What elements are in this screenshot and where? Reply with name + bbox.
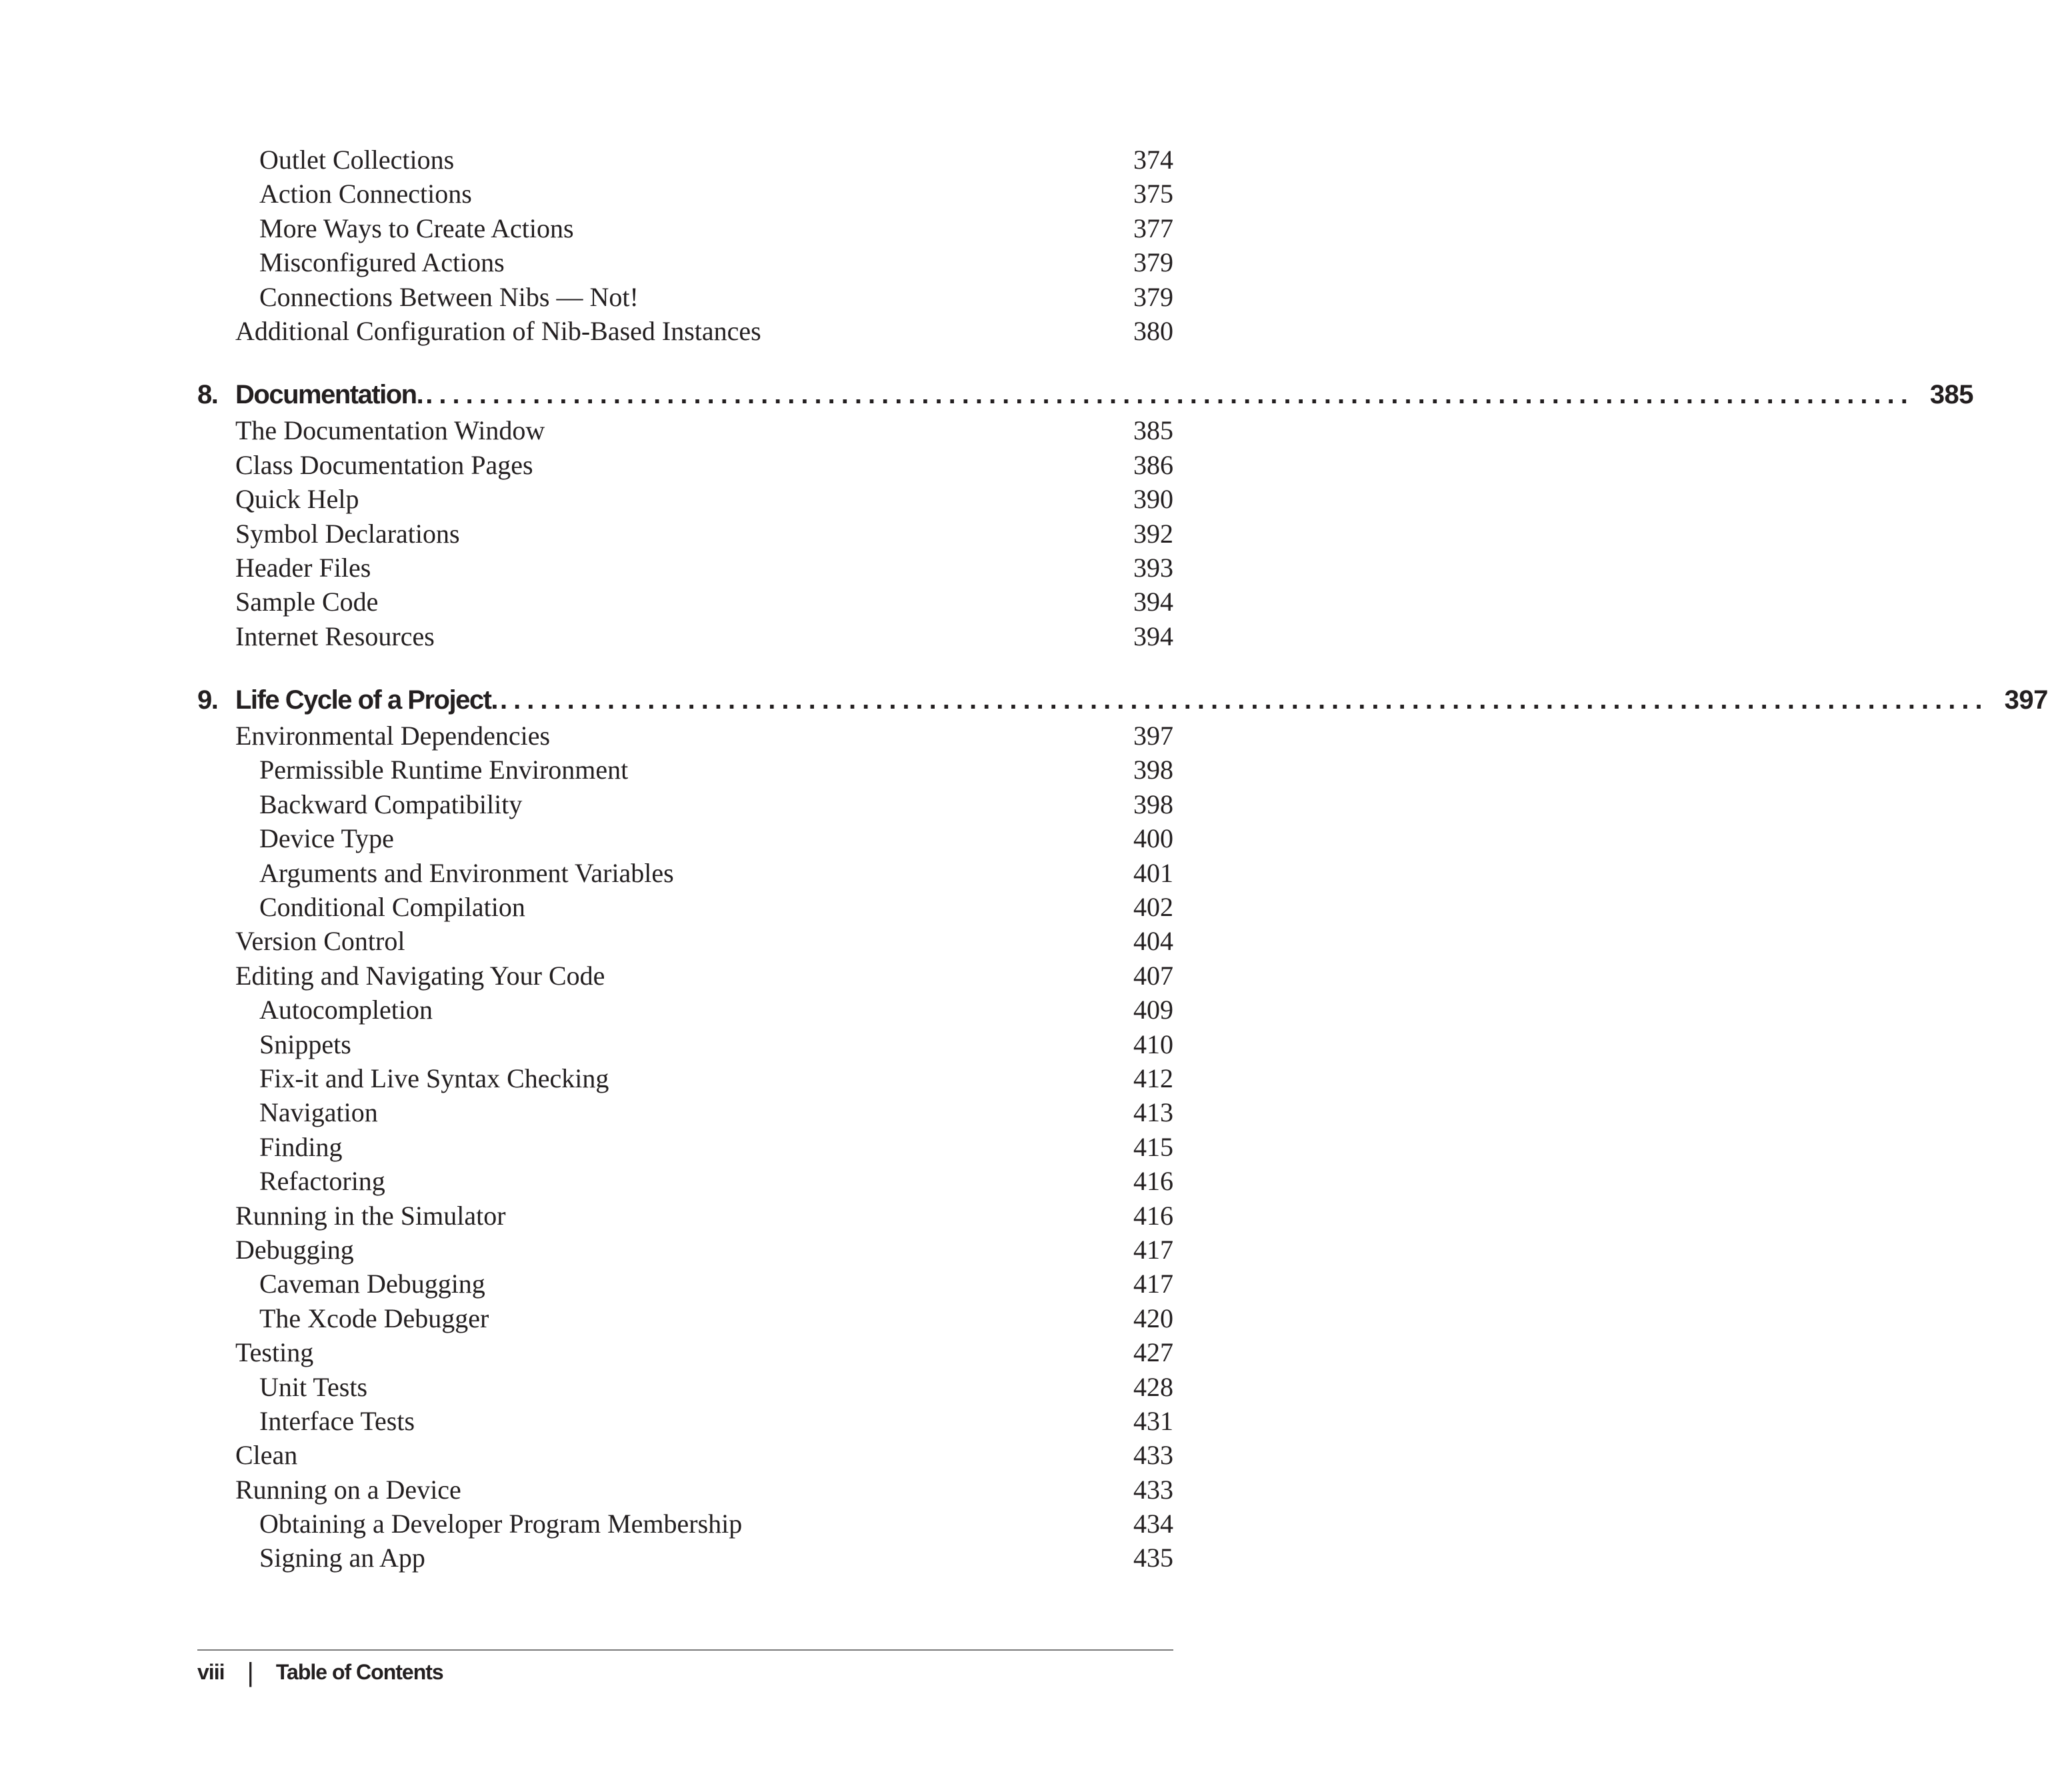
entry-title: Editing and Navigating Your Code xyxy=(235,960,605,991)
entry-page: 394 xyxy=(1133,621,1173,651)
chapter-heading[interactable] xyxy=(197,376,1974,413)
entry-title: Clean xyxy=(235,1440,298,1471)
entry-page: 433 xyxy=(1133,1474,1173,1505)
entry-page: 409 xyxy=(1133,995,1173,1025)
entry-page: 404 xyxy=(1133,926,1173,957)
entry-page: 413 xyxy=(1133,1097,1173,1128)
toc-entry[interactable] xyxy=(197,890,1173,924)
entry-title: Interface Tests xyxy=(259,1405,415,1436)
chapter-8-section xyxy=(197,376,1974,653)
toc-entry[interactable] xyxy=(197,959,1173,993)
toc-entry[interactable] xyxy=(197,448,1173,482)
entry-title: Signing an App xyxy=(259,1543,425,1573)
toc-entry[interactable] xyxy=(197,753,1173,787)
entry-page: 412 xyxy=(1133,1063,1173,1093)
entry-page: 428 xyxy=(1133,1371,1173,1402)
entry-page: 420 xyxy=(1133,1303,1173,1333)
toc-entry[interactable] xyxy=(197,314,1173,348)
entry-page: 379 xyxy=(1133,281,1173,312)
chapter-heading[interactable] xyxy=(197,681,2048,719)
entry-title: Fix-it and Live Syntax Checking xyxy=(259,1063,609,1093)
entry-title: Conditional Compilation xyxy=(259,892,525,923)
entry-page: 401 xyxy=(1133,857,1173,888)
entry-title: The Documentation Window xyxy=(235,415,545,446)
toc-entry[interactable] xyxy=(197,821,1173,855)
entry-page: 390 xyxy=(1133,484,1173,515)
entry-title: Class Documentation Pages xyxy=(235,449,533,480)
toc-entry[interactable] xyxy=(197,1438,1173,1472)
entry-title: Arguments and Environment Variables xyxy=(259,857,674,888)
entry-page: 435 xyxy=(1133,1543,1173,1573)
entry-title: Finding xyxy=(259,1131,343,1162)
toc-entry[interactable] xyxy=(197,1233,1173,1267)
entry-page: 397 xyxy=(1133,721,1173,751)
toc-entry[interactable] xyxy=(197,1301,1173,1335)
chapter-page: 385 xyxy=(1929,380,1974,410)
entry-title: Quick Help xyxy=(235,484,359,515)
toc-entry[interactable] xyxy=(197,924,1173,958)
entry-title: Testing xyxy=(235,1337,314,1368)
entry-page: 400 xyxy=(1133,823,1173,854)
entry-title: Sample Code xyxy=(235,587,379,617)
toc-entry[interactable] xyxy=(197,1541,1173,1575)
entry-page: 377 xyxy=(1133,213,1173,243)
entry-page: 394 xyxy=(1133,587,1173,617)
chapter-page: 397 xyxy=(2004,685,2048,715)
footer-separator: | xyxy=(247,1657,253,1687)
entry-title: The Xcode Debugger xyxy=(259,1303,489,1333)
entry-page: 386 xyxy=(1133,449,1173,480)
footer-content xyxy=(197,1657,1173,1687)
table-of-contents xyxy=(197,143,2048,1575)
entry-page: 417 xyxy=(1133,1269,1173,1299)
toc-entry[interactable] xyxy=(197,1061,1173,1095)
toc-entry[interactable] xyxy=(197,719,1173,753)
entry-title: Action Connections xyxy=(259,179,472,209)
toc-entry[interactable] xyxy=(197,1404,1173,1438)
entry-page: 393 xyxy=(1133,552,1173,583)
toc-entry[interactable] xyxy=(197,1267,1173,1301)
entry-page: 375 xyxy=(1133,179,1173,209)
toc-entry[interactable] xyxy=(197,1130,1173,1164)
entry-title: Obtaining a Developer Program Membership xyxy=(259,1509,743,1539)
entry-title: Backward Compatibility xyxy=(259,789,523,819)
entry-page: 407 xyxy=(1133,960,1173,991)
entry-page: 417 xyxy=(1133,1234,1173,1265)
entry-page: 427 xyxy=(1133,1337,1173,1368)
entry-title: More Ways to Create Actions xyxy=(259,213,574,243)
toc-entry[interactable] xyxy=(197,585,1173,619)
entry-page: 379 xyxy=(1133,247,1173,278)
toc-entry[interactable] xyxy=(197,280,1173,314)
entry-title: Connections Between Nibs — Not! xyxy=(259,281,639,312)
entry-page: 434 xyxy=(1133,1509,1173,1539)
page-footer xyxy=(197,1649,1173,1685)
chapter-title: Life Cycle of a Project. xyxy=(235,685,498,715)
entry-page: 416 xyxy=(1133,1166,1173,1197)
entry-page: 410 xyxy=(1133,1029,1173,1059)
entry-title: Header Files xyxy=(235,552,371,583)
entry-title: Environmental Dependencies xyxy=(235,721,551,751)
toc-entry[interactable] xyxy=(197,1027,1173,1061)
intro-entries xyxy=(197,143,1173,348)
entry-page: 431 xyxy=(1133,1405,1173,1436)
entry-title: Running in the Simulator xyxy=(235,1200,506,1231)
entry-title: Running on a Device xyxy=(235,1474,461,1505)
toc-entry[interactable] xyxy=(197,1199,1173,1233)
entry-page: 415 xyxy=(1133,1131,1173,1162)
entry-title: Version Control xyxy=(235,926,405,957)
toc-entry[interactable] xyxy=(197,993,1173,1027)
entry-page: 374 xyxy=(1133,145,1173,175)
toc-entry[interactable] xyxy=(197,1507,1173,1541)
entry-page: 433 xyxy=(1133,1440,1173,1471)
entry-title: Outlet Collections xyxy=(259,145,455,175)
footer-page-number: viii xyxy=(197,1660,225,1684)
entry-title: Refactoring xyxy=(259,1166,385,1197)
entry-title: Caveman Debugging xyxy=(259,1269,485,1299)
toc-entry[interactable] xyxy=(197,1095,1173,1129)
entry-title: Navigation xyxy=(259,1097,378,1128)
toc-entry[interactable] xyxy=(197,551,1173,585)
toc-entry[interactable] xyxy=(197,143,1173,177)
entry-title: Device Type xyxy=(259,823,394,854)
entry-page: 398 xyxy=(1133,789,1173,819)
entry-title: Snippets xyxy=(259,1029,351,1059)
dot-leader: ............................................................................................................... xyxy=(425,380,1914,410)
entry-page: 402 xyxy=(1133,892,1173,923)
entry-page: 416 xyxy=(1133,1200,1173,1231)
dot-leader: ............................................................................................................... xyxy=(500,685,1989,715)
entry-title: Misconfigured Actions xyxy=(259,247,505,278)
toc-entry[interactable] xyxy=(197,1370,1173,1404)
toc-entry[interactable] xyxy=(197,177,1173,211)
footer-section-title: Table of Contents xyxy=(275,1660,443,1684)
toc-entry[interactable] xyxy=(197,856,1173,890)
entry-page: 392 xyxy=(1133,518,1173,549)
entry-page: 398 xyxy=(1133,755,1173,785)
chapter-number: 9. xyxy=(197,685,218,715)
entry-title: Autocompletion xyxy=(259,995,433,1025)
entry-title: Permissible Runtime Environment xyxy=(259,755,629,785)
entry-page: 385 xyxy=(1133,415,1173,446)
entry-title: Unit Tests xyxy=(259,1371,368,1402)
entry-title: Symbol Declarations xyxy=(235,518,460,549)
toc-entry[interactable] xyxy=(197,211,1173,245)
toc-entry[interactable] xyxy=(197,245,1173,279)
toc-entry[interactable] xyxy=(197,482,1173,516)
toc-entry[interactable] xyxy=(197,1473,1173,1507)
entry-title: Internet Resources xyxy=(235,621,435,651)
entry-page: 380 xyxy=(1133,315,1173,346)
toc-entry[interactable] xyxy=(197,619,1173,653)
toc-entry[interactable] xyxy=(197,517,1173,551)
entry-title: Additional Configuration of Nib-Based Instances xyxy=(235,315,761,346)
toc-entry[interactable] xyxy=(197,787,1173,821)
chapter-title: Documentation. xyxy=(235,380,423,410)
chapter-number: 8. xyxy=(197,380,218,410)
chapter-9-section xyxy=(197,681,2048,1575)
toc-entry[interactable] xyxy=(197,413,1173,447)
toc-entry[interactable] xyxy=(197,1335,1173,1369)
toc-entry[interactable] xyxy=(197,1164,1173,1198)
entry-title: Debugging xyxy=(235,1234,354,1265)
